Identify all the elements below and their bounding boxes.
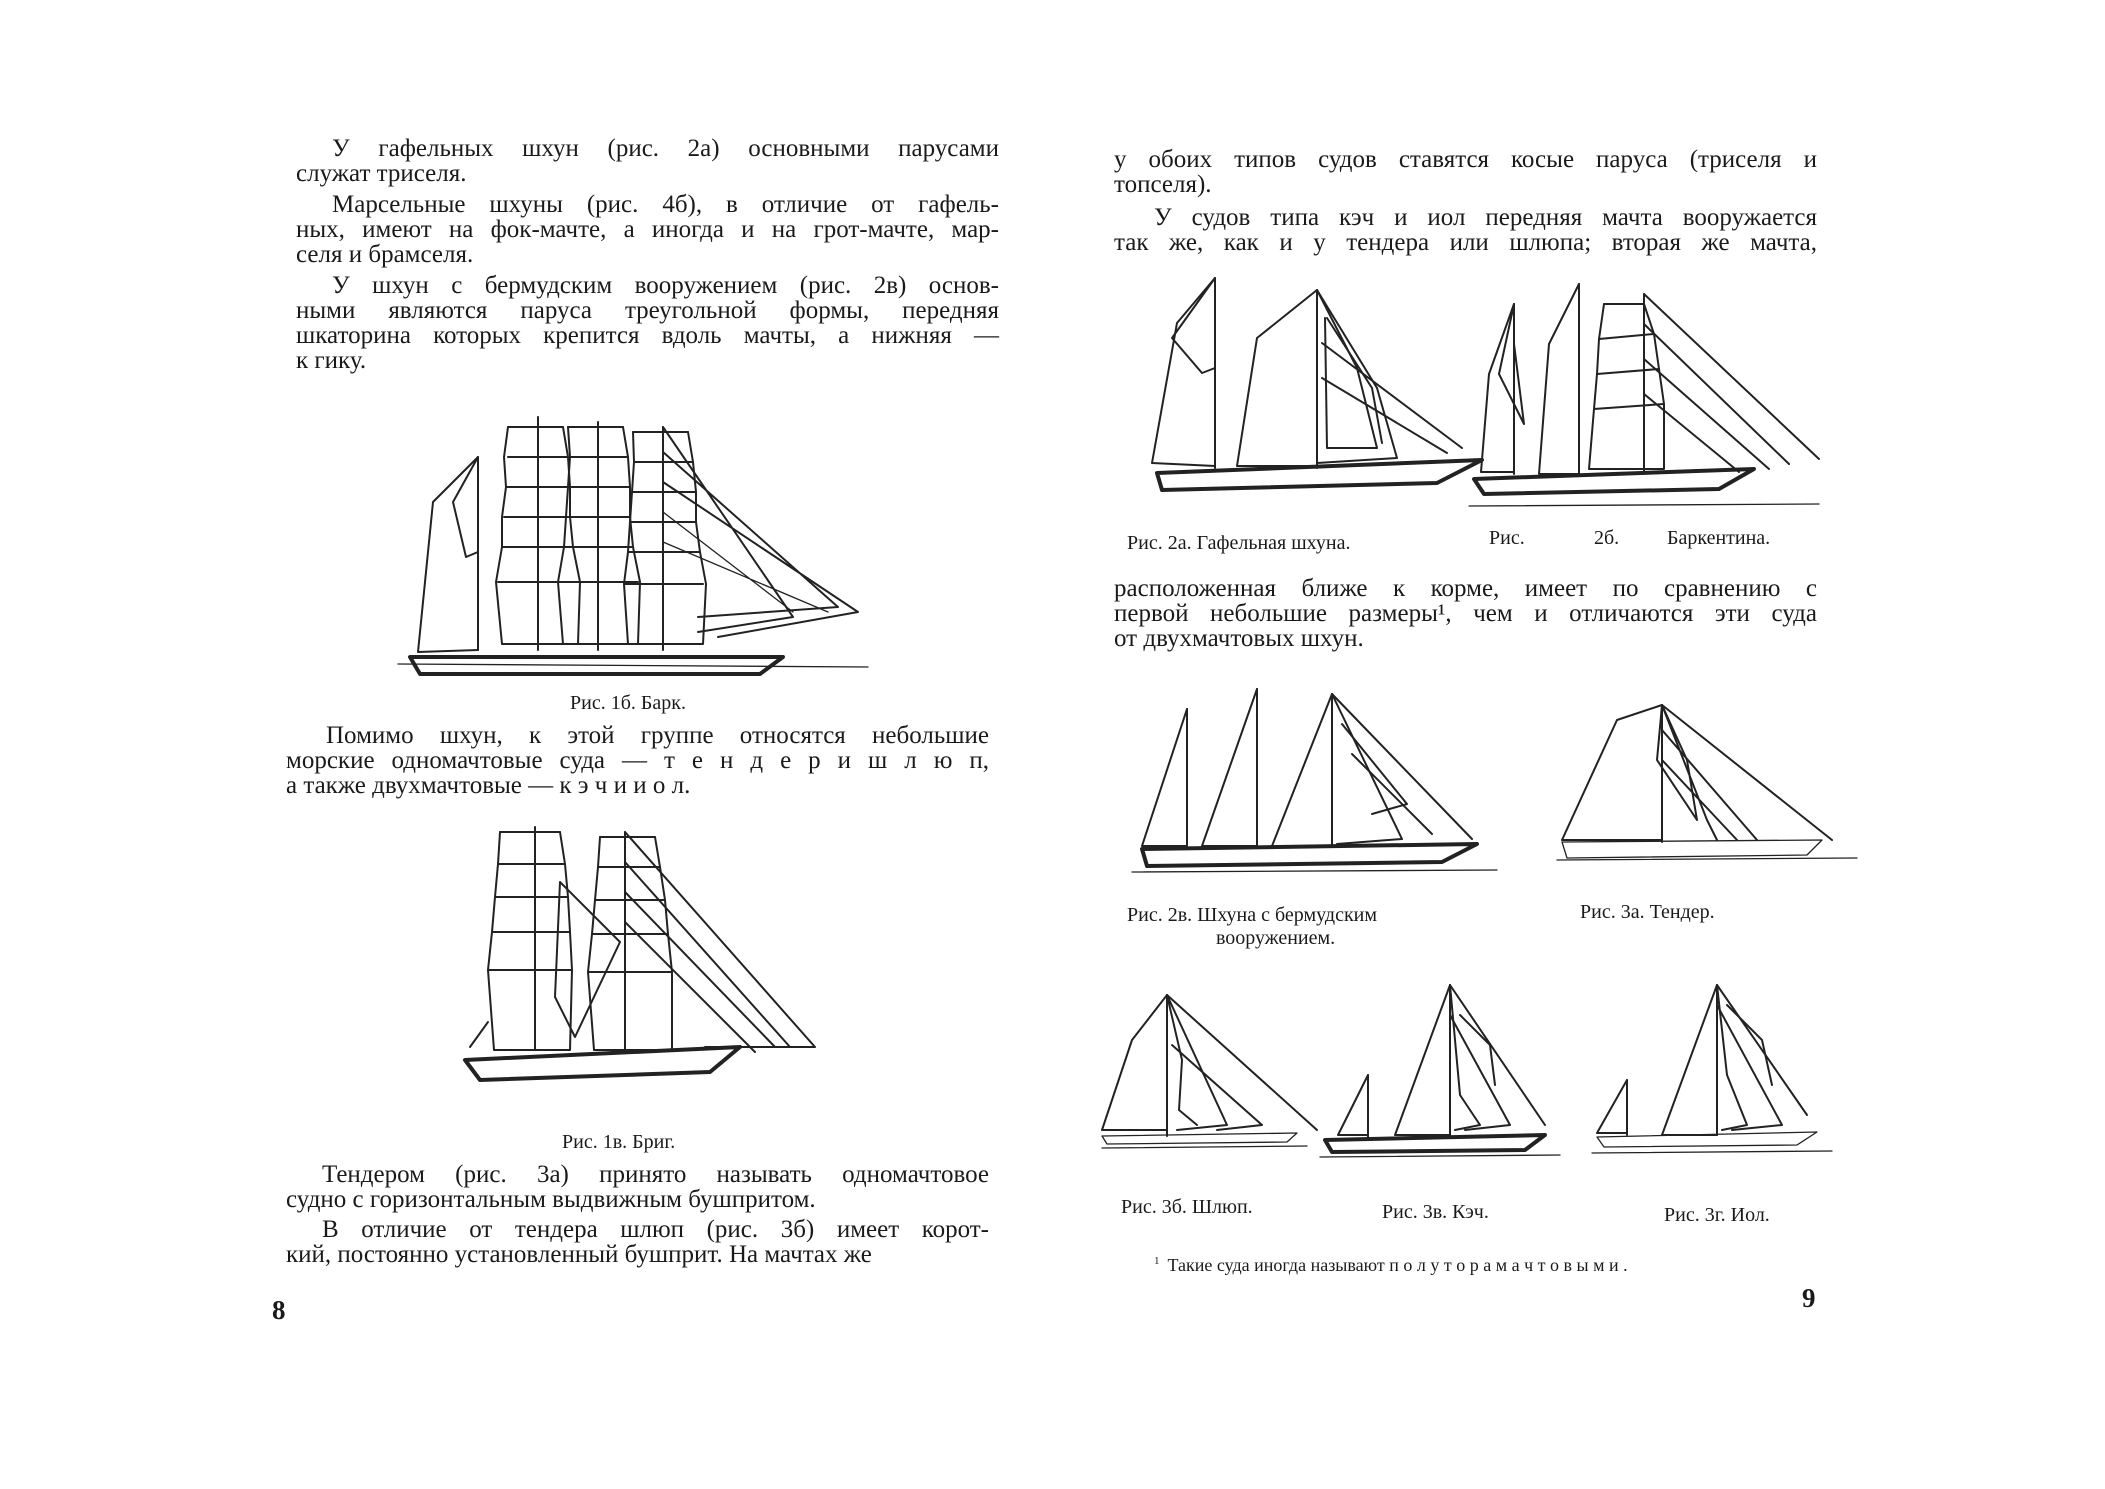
figure-caption: Рис. 2в. Шхуна с бермудским <box>1127 904 1378 926</box>
figure-caption: 2б. <box>1594 527 1620 549</box>
page-number: 8 <box>272 1295 286 1325</box>
figure-caption: Баркентина. <box>1667 527 1771 549</box>
paragraph: В отличие от тендера шлюп (рис. 3б) имеет корот- кий, постоянно установленный бушприт. На мачтах же <box>286 1216 989 1268</box>
figure-caption: Рис. 1в. Бриг. <box>562 1131 676 1153</box>
figure-caption: вооружением. <box>1216 927 1336 949</box>
figure-caption: Рис. <box>1489 527 1525 549</box>
page-number: 9 <box>1802 1283 1816 1313</box>
brig-illustration <box>460 822 820 1080</box>
figure-caption: Рис. 3б. Шлюп. <box>1121 1196 1253 1218</box>
paragraph: У гафельных шхун (рис. 2а) основными парусами служат триселя. <box>296 135 999 187</box>
bermuda-schooner-illustration <box>1132 684 1497 874</box>
figure-caption: Рис. 3в. Кэч. <box>1382 1201 1489 1223</box>
gaff-schooner-illustration <box>1147 278 1487 493</box>
right-page <box>1052 0 2105 1489</box>
paragraph: Тендером (рис. 3а) принято называть одномачтовое судно с горизонтальным выдвижным бушпритом. <box>286 1161 989 1213</box>
left-page <box>0 0 1052 1489</box>
figure-caption: Рис. 1б. Барк. <box>570 692 686 714</box>
figure-caption: Рис. 3г. Иол. <box>1664 1204 1770 1226</box>
yawl-illustration <box>1592 985 1832 1165</box>
footnote-text: Такие суда иногда называют п о л у т о р а м а ч т о в ы м и . <box>1167 1255 1628 1275</box>
paragraph: Марсельные шхуны (рис. 4б), в отличие от гафель- ных, имеют на фок-мачте, а иногда и на грот-мачте, мар- селя и брамселя. <box>296 191 999 268</box>
paragraph: У судов типа кэч и иол передняя мачта вооружается так же, как и у тендера или шлюпа; вторая же мачта, <box>1114 204 1817 256</box>
figure-caption: Рис. 2а. Гафельная шхуна. <box>1127 532 1351 554</box>
sloop-illustration <box>1097 990 1317 1160</box>
bark-illustration <box>398 412 868 674</box>
paragraph: расположенная ближе к корме, имеет по сравнению с первой небольшие размеры¹, чем и отличаются эти суда от двухмачтовых шхун. <box>1114 575 1817 652</box>
barquentine-illustration <box>1469 284 1819 509</box>
figure-caption: Рис. 3а. Тендер. <box>1580 901 1715 923</box>
paragraph: у обоих типов судов ставятся косые паруса (триселя и топселя). <box>1114 146 1817 198</box>
footnote-mark: 1 <box>1154 1255 1160 1267</box>
paragraph: Помимо шхун, к этой группе относятся небольшие морские одномачтовые суда — т е н д е р и ш л ю п, а также двухмачтовые — к э ч и и о л. <box>286 722 989 799</box>
ketch-illustration <box>1320 985 1560 1165</box>
footnote <box>1154 1250 1628 1276</box>
cutter-illustration <box>1557 700 1857 870</box>
paragraph: У шхун с бермудским вооружением (рис. 2в) основ- ными являются паруса треугольной формы, передняя шкаторина которых крепится вдоль мачты, а нижняя — к гику. <box>296 272 999 374</box>
